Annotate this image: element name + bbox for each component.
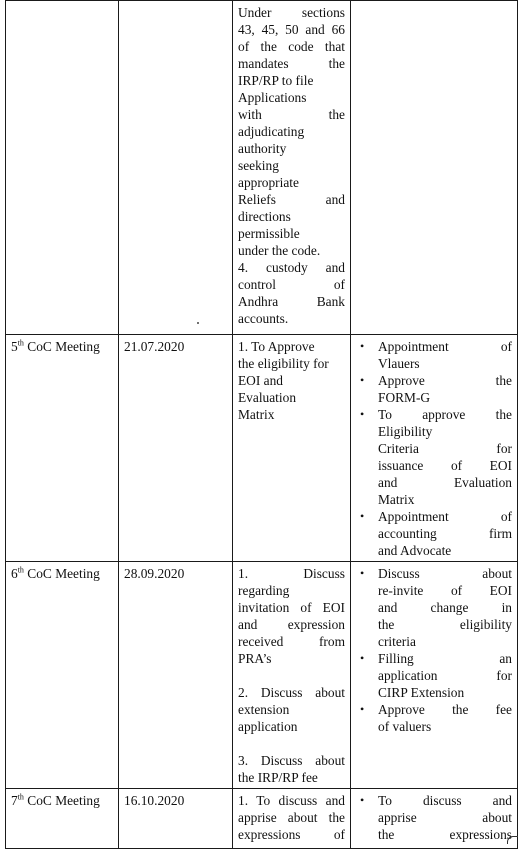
date-cell: [119, 789, 233, 849]
table-row: [6, 335, 518, 562]
text-line: Applications: [238, 90, 307, 105]
meeting-cell: [6, 335, 119, 562]
text-line: • To approve the: [378, 407, 512, 422]
meeting-ordinal-suffix: th: [17, 338, 24, 348]
text-line: accounts.: [238, 311, 289, 326]
text-line: Reliefs and: [238, 192, 345, 207]
scan-speck: [197, 322, 199, 324]
text-line: • Approve the fee: [378, 702, 512, 717]
meeting-date: 16.10.2020: [124, 793, 185, 808]
list-item: [378, 701, 512, 735]
meeting-cell: [6, 1, 119, 335]
text-line: and Evaluation: [378, 475, 512, 490]
text-line: the eligibility: [378, 617, 512, 632]
text-line: of the code that: [238, 39, 345, 54]
meeting-date: 28.09.2020: [124, 566, 185, 581]
list-item: [378, 372, 512, 406]
page-edge-mark: [507, 836, 518, 844]
text-line: • Approve the: [378, 373, 512, 388]
agenda-cell: [233, 562, 351, 789]
text-line: permissible: [238, 226, 300, 241]
meeting-label: CoC Meeting: [27, 793, 100, 808]
text-line: received from: [238, 634, 345, 649]
meeting-label: CoC Meeting: [27, 339, 100, 354]
text-line: 4. custody and: [238, 260, 345, 275]
date-cell: [119, 562, 233, 789]
meeting-ordinal-suffix: th: [17, 792, 24, 802]
meeting-cell: [6, 562, 119, 789]
text-line: the eligibility for: [238, 356, 329, 371]
text-line: mandates the: [238, 56, 345, 71]
text-line: 1. To discuss and: [238, 793, 345, 808]
text-line: Eligibility: [378, 424, 433, 439]
meeting-ordinal-suffix: th: [17, 565, 24, 575]
agenda-text: [238, 4, 345, 327]
meeting-number: 7: [11, 793, 18, 808]
decisions-cell: [351, 335, 518, 562]
text-line: 1. To Approve: [238, 339, 315, 354]
decision-list: [356, 792, 512, 843]
agenda-cell: [233, 1, 351, 335]
paragraph-gap: [238, 667, 345, 684]
list-item: [378, 406, 512, 508]
text-line: under the code.: [238, 243, 321, 258]
text-line: accounting firm: [378, 526, 512, 541]
decisions-cell: [351, 562, 518, 789]
text-line: Under sections: [238, 5, 345, 20]
text-line: 1. Discuss: [238, 566, 345, 581]
text-line: Evaluation: [238, 390, 297, 405]
agenda-text: [238, 792, 345, 843]
text-line: FORM-G: [378, 390, 431, 405]
table-row: [6, 562, 518, 789]
text-line: and change in: [378, 600, 512, 615]
text-line: Vlauers: [378, 356, 420, 371]
text-line: PRA’s: [238, 651, 272, 666]
text-line: the expressions: [378, 827, 512, 842]
date-cell: [119, 335, 233, 562]
text-line: with the: [238, 107, 345, 122]
agenda-cell: [233, 335, 351, 562]
text-line: and expression: [238, 617, 345, 632]
text-line: control of: [238, 277, 345, 292]
text-line: adjudicating: [238, 124, 305, 139]
meeting-label: CoC Meeting: [27, 566, 100, 581]
table-row: [6, 789, 518, 849]
text-line: IRP/RP to file: [238, 73, 314, 88]
text-line: • Filling an: [378, 651, 512, 666]
text-line: 2. Discuss about: [238, 685, 345, 700]
text-line: 43, 45, 50 and 66: [238, 22, 345, 37]
text-line: 3. Discuss about: [238, 753, 345, 768]
text-line: • To discuss and: [378, 793, 512, 808]
meeting-number: 5: [11, 339, 18, 354]
text-line: regarding: [238, 583, 290, 598]
list-item: [378, 508, 512, 559]
text-line: of valuers: [378, 719, 432, 734]
decision-list: [356, 565, 512, 735]
paragraph-gap: [238, 735, 345, 752]
text-line: • Appointment of: [378, 509, 512, 524]
text-line: Matrix: [378, 492, 415, 507]
text-line: • Discuss about: [378, 566, 512, 581]
text-line: and Advocate: [378, 543, 452, 558]
decision-list: [356, 338, 512, 559]
agenda-text: [238, 565, 345, 786]
text-line: re-invite of EOI: [378, 583, 512, 598]
text-line: expressions of: [238, 827, 345, 842]
text-line: Criteria for: [378, 441, 512, 456]
decisions-cell: [351, 1, 518, 335]
list-item: [378, 792, 512, 843]
decisions-cell: [351, 789, 518, 849]
text-line: apprise about: [378, 810, 512, 825]
text-line: directions: [238, 209, 291, 224]
text-line: authority: [238, 141, 287, 156]
text-line: apprise about the: [238, 810, 345, 825]
meeting-cell: [6, 789, 119, 849]
agenda-text: [238, 338, 345, 423]
date-cell: [119, 1, 233, 335]
text-line: Andhra Bank: [238, 294, 345, 309]
text-line: invitation of EOI: [238, 600, 345, 615]
text-line: issuance of EOI: [378, 458, 512, 473]
coc-meetings-table: [5, 0, 518, 849]
text-line: seeking: [238, 158, 279, 173]
text-line: CIRP Extension: [378, 685, 465, 700]
list-item: [378, 565, 512, 650]
text-line: criteria: [378, 634, 416, 649]
meeting-number: 6: [11, 566, 18, 581]
table-row: [6, 1, 518, 335]
text-line: appropriate: [238, 175, 299, 190]
text-line: the IRP/RP fee: [238, 770, 318, 785]
list-item: [378, 338, 512, 372]
text-line: • Appointment of: [378, 339, 512, 354]
text-line: Matrix: [238, 407, 275, 422]
text-line: extension: [238, 702, 290, 717]
text-line: application: [238, 719, 298, 734]
text-line: EOI and: [238, 373, 283, 388]
meeting-date: 21.07.2020: [124, 339, 185, 354]
list-item: [378, 650, 512, 701]
text-line: application for: [378, 668, 512, 683]
agenda-cell: [233, 789, 351, 849]
